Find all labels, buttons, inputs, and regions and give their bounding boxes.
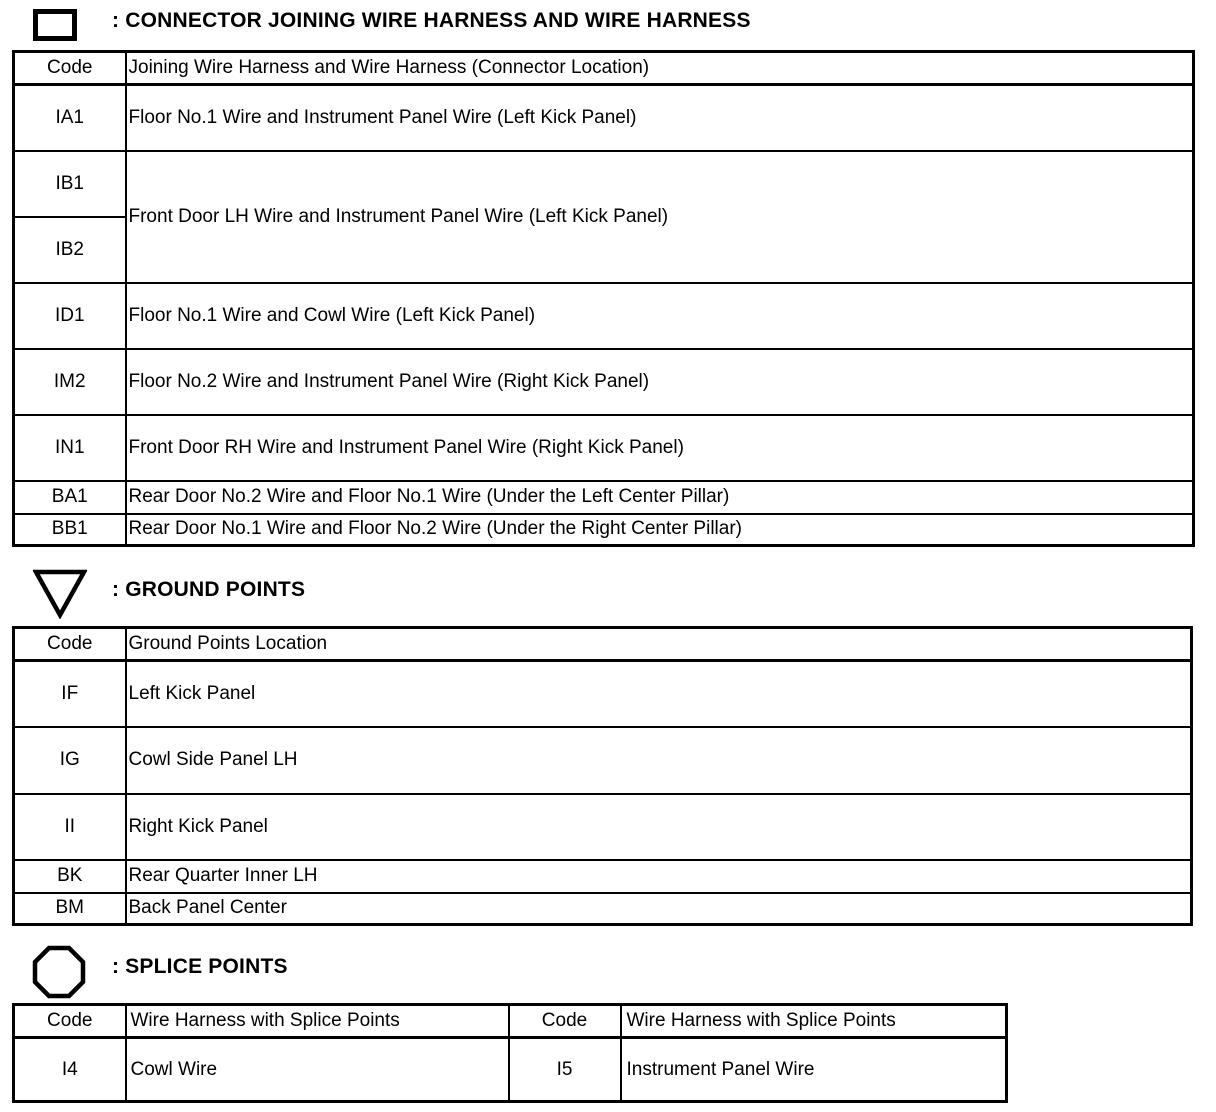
location-cell: Right Kick Panel (126, 794, 1192, 860)
table-row (14, 661, 1192, 727)
octagon-outline-icon (32, 945, 86, 999)
table-row (14, 727, 1192, 794)
code-cell: II (14, 794, 126, 860)
column-header-code: Code (509, 1005, 621, 1038)
location-cell: Front Door LH Wire and Instrument Panel Wire (Left Kick Panel) (126, 151, 1194, 283)
ground-section-title: : GROUND POINTS (112, 578, 306, 601)
table-row (14, 1038, 1007, 1102)
column-header-code: Code (14, 1005, 126, 1038)
column-header-location: Ground Points Location (126, 628, 1192, 661)
code-cell: BM (14, 893, 126, 925)
code-cell: IB2 (14, 217, 126, 283)
code-cell: ID1 (14, 283, 126, 349)
connector-section-title: : CONNECTOR JOINING WIRE HARNESS AND WIRE HARNESS (112, 9, 751, 32)
code-cell: I5 (509, 1038, 621, 1102)
square-outline-icon (33, 9, 77, 41)
table-row (14, 349, 1194, 415)
location-cell: Floor No.1 Wire and Cowl Wire (Left Kick Panel) (126, 283, 1194, 349)
connector-table (12, 50, 1195, 547)
code-cell: IM2 (14, 349, 126, 415)
code-cell: IG (14, 727, 126, 794)
table-row (14, 514, 1194, 546)
down-triangle-icon (33, 569, 87, 619)
splice-section-title: : SPLICE POINTS (112, 955, 288, 978)
location-cell: Back Panel Center (126, 893, 1192, 925)
location-cell: Left Kick Panel (126, 661, 1192, 727)
code-cell: IB1 (14, 151, 126, 217)
table-header-row (14, 1005, 1007, 1038)
table-row (14, 415, 1194, 481)
table-header-row (14, 628, 1192, 661)
harness-cell: Cowl Wire (126, 1038, 509, 1102)
code-cell: IN1 (14, 415, 126, 481)
table-header-row (14, 52, 1194, 85)
code-cell: IF (14, 661, 126, 727)
splice-points-table (12, 1003, 1008, 1103)
harness-cell: Instrument Panel Wire (621, 1038, 1007, 1102)
table-row (14, 893, 1192, 925)
column-header-harness: Wire Harness with Splice Points (621, 1005, 1007, 1038)
location-cell: Rear Door No.1 Wire and Floor No.2 Wire (Under the Right Center Pillar) (126, 514, 1194, 546)
location-cell: Rear Quarter Inner LH (126, 860, 1192, 893)
code-cell: BA1 (14, 481, 126, 514)
table-row (14, 85, 1194, 151)
column-header-code: Code (14, 52, 126, 85)
table-row (14, 283, 1194, 349)
ground-points-table (12, 626, 1193, 926)
location-cell: Rear Door No.2 Wire and Floor No.1 Wire (Under the Left Center Pillar) (126, 481, 1194, 514)
column-header-location: Joining Wire Harness and Wire Harness (Connector Location) (126, 52, 1194, 85)
code-cell: BK (14, 860, 126, 893)
column-header-code: Code (14, 628, 126, 661)
code-cell: BB1 (14, 514, 126, 546)
table-row (14, 860, 1192, 893)
table-row (14, 151, 1194, 217)
code-cell: I4 (14, 1038, 126, 1102)
code-cell: IA1 (14, 85, 126, 151)
location-cell: Front Door RH Wire and Instrument Panel Wire (Right Kick Panel) (126, 415, 1194, 481)
location-cell: Cowl Side Panel LH (126, 727, 1192, 794)
table-row (14, 481, 1194, 514)
column-header-harness: Wire Harness with Splice Points (126, 1005, 509, 1038)
location-cell: Floor No.2 Wire and Instrument Panel Wire (Right Kick Panel) (126, 349, 1194, 415)
table-row (14, 794, 1192, 860)
location-cell: Floor No.1 Wire and Instrument Panel Wire (Left Kick Panel) (126, 85, 1194, 151)
